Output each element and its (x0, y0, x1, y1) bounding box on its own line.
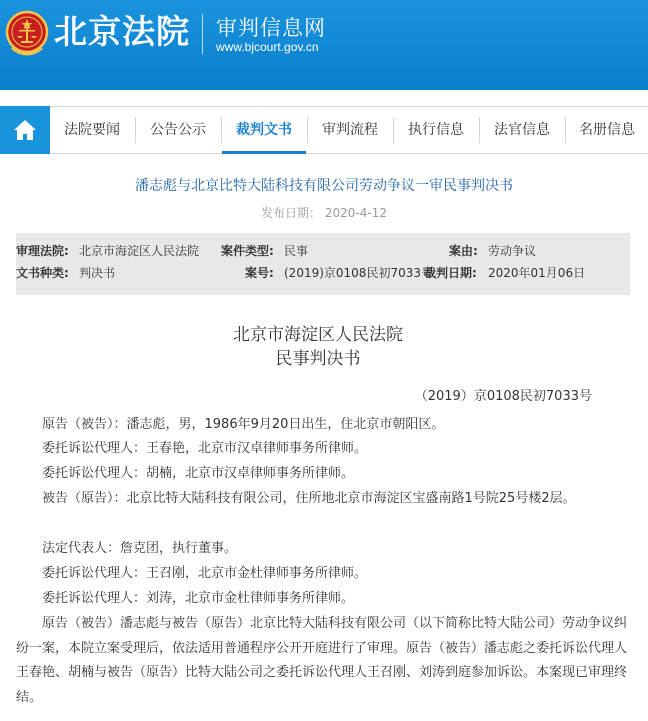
court-emblem-icon[interactable] (4, 8, 50, 60)
nav-item-trial-process[interactable]: 审判流程 (322, 122, 378, 138)
nav-item-enforcement[interactable]: 执行信息 (408, 122, 464, 138)
nav-item-judgments-label: 裁判文书 (236, 122, 292, 138)
doc-type-label: 文书种类: (16, 266, 69, 280)
case-info-box (16, 233, 630, 295)
main-nav (0, 106, 648, 154)
paragraph: 原告（被告）潘志彪与被告（原告）北京比特大陆科技有限公司（以下简称比特大陆公司）劳动争议纠纷一案，本院立案受理后，依法适用普通程序公开开庭进行了审理。原告（被告）潘志彪之委托诉讼代理人王春艳、胡楠与被告（原告）比特大陆公司之委托诉讼代理人王召刚、刘涛到庭参加诉讼。本案现已审理终结。 (16, 616, 628, 705)
case-no-label: 案号: (245, 266, 274, 280)
site-subtitle: 审判信息网 (216, 16, 326, 40)
case-type-value: 民事 (284, 244, 309, 258)
judge-date-label: 裁判日期: (424, 266, 477, 280)
judge-date-value: 2020年01月06日 (488, 266, 586, 280)
site-header (0, 0, 648, 90)
nav-item-news[interactable]: 法院要闻 (64, 122, 120, 138)
paragraph: 法定代表人：詹克团，执行董事。 (42, 541, 238, 556)
doc-type-value: 判决书 (79, 266, 116, 280)
header-divider (202, 14, 203, 54)
nav-item-judges[interactable]: 法官信息 (494, 122, 550, 138)
case-type-label: 案件类型: (221, 244, 274, 258)
nav-item-registers[interactable]: 名册信息 (579, 122, 635, 138)
case-number: （2019）京0108民初7033号 (414, 389, 592, 404)
court-value: 北京市海淀区人民法院 (79, 244, 200, 258)
court-label: 审理法院: (16, 244, 69, 258)
cause-label: 案由: (449, 244, 478, 258)
nav-item-judgments[interactable] (222, 107, 306, 153)
paragraph: 原告（被告）：潘志彪，男，1986年9月20日出生，住北京市朝阳区。 (42, 417, 445, 432)
nav-item-announcements[interactable]: 公告公示 (150, 122, 206, 138)
document-kind-heading: 民事判决书 (275, 349, 361, 369)
home-icon (13, 119, 37, 141)
paragraph: 委托诉讼代理人：胡楠，北京市汉卓律师事务所律师。 (42, 466, 355, 481)
document-title: 潘志彪与北京比特大陆科技有限公司劳动争议一审民事判决书 (135, 178, 513, 194)
site-url: www.bjcourt.gov.cn (216, 40, 319, 54)
paragraph: 委托诉讼代理人：王春艳，北京市汉卓律师事务所律师。 (42, 441, 368, 456)
nav-home-button[interactable] (0, 106, 50, 154)
paragraph: 被告（原告）：北京比特大陆科技有限公司，住所地北京市海淀区宝盛南路1号院25号楼2层。 (42, 491, 576, 506)
paragraph: 委托诉讼代理人：王召刚，北京市金杜律师事务所律师。 (42, 566, 368, 581)
site-name[interactable]: 北京法院 (54, 12, 190, 51)
publish-date: 发布日期： 2020-4-12 (261, 206, 387, 220)
cause-value: 劳动争议 (488, 244, 537, 258)
nav-active-indicator (222, 151, 306, 154)
paragraph: 委托诉讼代理人：刘涛，北京市金杜律师事务所律师。 (42, 591, 355, 606)
court-name-heading: 北京市海淀区人民法院 (233, 325, 403, 345)
case-no-value: (2019)京0108民初7033号 (284, 266, 433, 280)
